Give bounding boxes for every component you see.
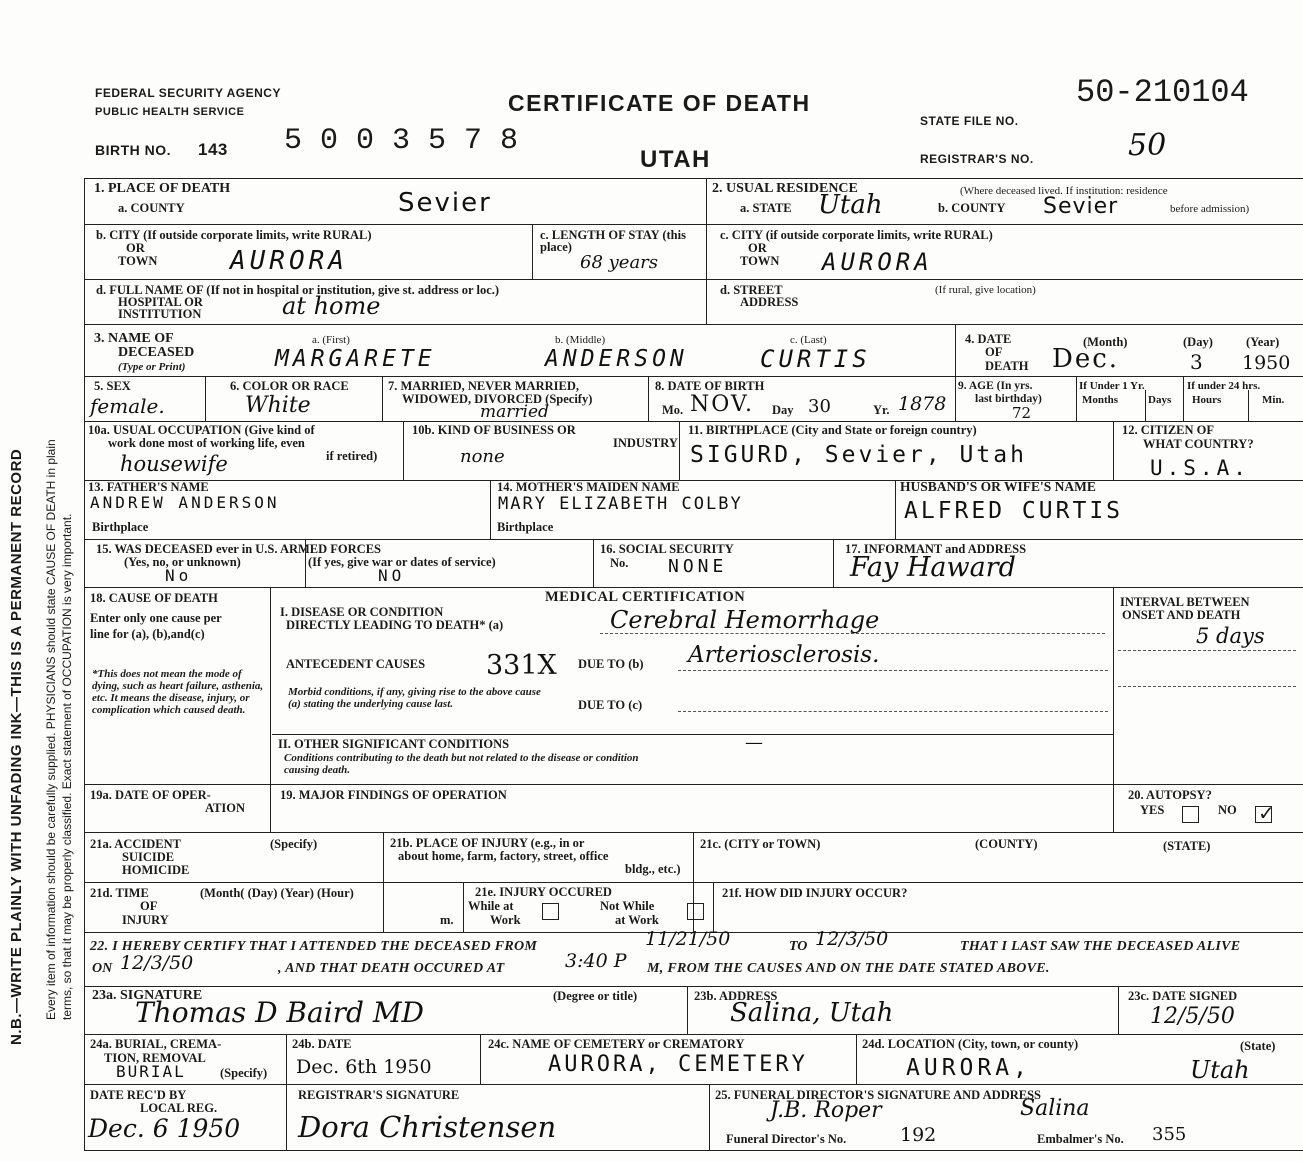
spouse-label: HUSBAND'S OR WIFE'S NAME bbox=[900, 479, 1096, 494]
embalmer-no: 355 bbox=[1152, 1124, 1187, 1145]
agency-name: FEDERAL SECURITY AGENCY bbox=[95, 86, 281, 100]
cert-line1-b: THAT I LAST SAW THE DECEASED ALIVE bbox=[960, 939, 1241, 954]
stay-label: c. LENGTH OF STAY (this place) bbox=[540, 228, 686, 254]
under-1-label: If Under 1 Yr. bbox=[1079, 380, 1145, 392]
permanent-record-note: N.B.—WRITE PLAINLY WITH UNFADING INK—THIS IS A PERMANENT RECORD bbox=[8, 448, 25, 1045]
citizen-value: U.S.A. bbox=[1150, 456, 1250, 480]
ssn-value: NONE bbox=[668, 556, 728, 577]
state-file-label: STATE FILE NO. bbox=[920, 114, 1019, 128]
funeral-director-no-label: Funeral Director's No. bbox=[726, 1132, 847, 1146]
interval-value: 5 days bbox=[1196, 624, 1265, 648]
burial-state: Utah bbox=[1190, 1056, 1250, 1084]
name-label: 3. NAME OF bbox=[94, 331, 174, 346]
marital-status: married bbox=[480, 402, 549, 422]
father-name: ANDREW ANDERSON bbox=[90, 493, 280, 512]
year-label: (Year) bbox=[1246, 335, 1280, 349]
state-file-number: 50-210104 bbox=[1076, 74, 1249, 111]
burial-date-label: 24b. DATE bbox=[292, 1037, 352, 1051]
last-name: CURTIS bbox=[760, 345, 871, 373]
autopsy-no-label: NO bbox=[1218, 803, 1237, 817]
location-state-label: (State) bbox=[1240, 1039, 1276, 1053]
cert-to-word: TO bbox=[789, 939, 808, 954]
occupation-label: 10a. USUAL OCCUPATION (Give kind of bbox=[88, 423, 315, 437]
business-label: 10b. KIND OF BUSINESS OR bbox=[412, 423, 576, 437]
middle-name: ANDERSON bbox=[545, 346, 688, 372]
disease-label: I. DISEASE OR CONDITION bbox=[280, 605, 444, 619]
ssn-label: 16. SOCIAL SECURITY bbox=[600, 542, 734, 556]
suicide-label: SUICIDE bbox=[122, 850, 175, 864]
sex-value: female. bbox=[90, 394, 165, 418]
spouse-name: ALFRED CURTIS bbox=[904, 498, 1124, 524]
death-county: Sevier bbox=[398, 188, 492, 218]
age-label2: last birthday) bbox=[975, 393, 1042, 405]
residence-note2: before admission) bbox=[1170, 203, 1250, 215]
injury-time-m: m. bbox=[440, 913, 454, 927]
armed-forces-label3: (If yes, give war or dates of service) bbox=[308, 555, 496, 569]
min-label: Min. bbox=[1262, 394, 1285, 406]
injury-place-label: 21b. PLACE OF INJURY (e.g., in or bbox=[390, 836, 585, 850]
residence-state-label: a. STATE bbox=[740, 201, 792, 215]
street-note: (If rural, give location) bbox=[935, 284, 1036, 296]
other-conditions-label: II. OTHER SIGNIFICANT CONDITIONS bbox=[278, 737, 510, 751]
hospital-label: d. FULL NAME OF (If not in hospital or institution, give st. address or loc.) bbox=[96, 283, 500, 297]
residence-city-label: c. CITY (if outside corporate limits, write RURAL) bbox=[720, 228, 993, 242]
due-b-label: DUE TO (b) bbox=[578, 657, 644, 671]
name-label2: DECEASED bbox=[118, 345, 195, 360]
months-label: Months bbox=[1082, 394, 1119, 406]
length-of-stay: 68 years bbox=[580, 252, 659, 273]
autopsy-label: 20. AUTOPSY? bbox=[1128, 788, 1212, 802]
cert-on-word: ON bbox=[92, 961, 113, 976]
state-name: UTAH bbox=[640, 146, 711, 173]
armed-forces-label2: (Yes, no, or unknown) bbox=[124, 555, 241, 569]
physician-address: Salina, Utah bbox=[730, 998, 894, 1028]
birth-number: 5 0 0 3 5 7 8 bbox=[284, 124, 519, 158]
attended-to: 12/3/50 bbox=[815, 928, 889, 950]
cert-line1-a: 22. I HEREBY CERTIFY THAT I ATTENDED THE DECEASED FROM bbox=[90, 939, 538, 954]
cert-line2-a: , AND THAT DEATH OCCURED AT bbox=[278, 961, 505, 976]
funeral-director-address: Salina bbox=[1020, 1096, 1090, 1121]
residence-or-label: OR bbox=[748, 241, 767, 255]
antecedent-code: 331X bbox=[486, 650, 557, 681]
cemetery-name: AURORA, CEMETERY bbox=[548, 1052, 808, 1077]
embalmer-no-label: Embalmer's No. bbox=[1037, 1132, 1124, 1146]
armed-forces-label: 15. WAS DECEASED ever in U.S. ARMED FORCES bbox=[96, 542, 381, 556]
cert-line2-b: M, FROM THE CAUSES AND ON THE DATE STATED ABOVE. bbox=[647, 961, 1050, 976]
check-mark-icon: ✓ bbox=[1258, 801, 1275, 825]
citizen-label: 12. CITIZEN OF bbox=[1122, 423, 1215, 437]
death-time: 3:40 P bbox=[565, 950, 627, 972]
autopsy-yes-label: YES bbox=[1140, 803, 1165, 817]
cause-explanation: *This does not mean the mode of dying, such as heart failure, asthenia, etc. It means the disease, injury, or complication which caused death. bbox=[92, 668, 264, 716]
operation-date-label2: ATION bbox=[205, 801, 246, 815]
injury-time-injury: INJURY bbox=[122, 913, 169, 927]
armed-forces-war: NO bbox=[378, 566, 406, 585]
birthplace-label: 11. BIRTHPLACE (City and State or foreign country) bbox=[688, 423, 977, 437]
first-name-label: a. (First) bbox=[312, 334, 350, 346]
injury-time-label: 21d. TIME bbox=[90, 886, 149, 900]
at-work-label: at Work bbox=[615, 913, 659, 927]
city-label: b. CITY (If outside corporate limits, write RURAL) bbox=[96, 228, 372, 242]
death-year: 1950 bbox=[1242, 352, 1291, 374]
instruction-note-line2: terms, so that it may be properly classified. Exact statement of OCCUPATION is very important. bbox=[60, 513, 74, 1020]
death-day: 3 bbox=[1190, 350, 1203, 374]
county-label: a. COUNTY bbox=[118, 201, 185, 215]
injury-occured-label: 21e. INJURY OCCURED bbox=[475, 885, 612, 899]
interval-label2: ONSET AND DEATH bbox=[1122, 608, 1241, 622]
degree-label: (Degree or title) bbox=[553, 989, 638, 1003]
burial-type: BURIAL bbox=[116, 1062, 186, 1081]
burial-date: Dec. 6th 1950 bbox=[296, 1056, 432, 1078]
attended-from: 11/21/50 bbox=[645, 928, 731, 950]
accident-label: 21a. ACCIDENT bbox=[90, 837, 181, 851]
first-name: MARGARETE bbox=[275, 346, 436, 372]
disease-label2: DIRECTLY LEADING TO DEATH* (a) bbox=[286, 618, 504, 632]
injury-time-cols: (Month( (Day) (Year) (Hour) bbox=[200, 886, 354, 900]
married-label2: WIDOWED, DIVORCED (Specify) bbox=[402, 392, 593, 406]
mother-birthplace-label: Birthplace bbox=[497, 520, 554, 534]
city-town-label: TOWN bbox=[118, 254, 158, 268]
injury-specify-label: (Specify) bbox=[270, 837, 318, 851]
birth-month: NOV. bbox=[690, 392, 754, 417]
cause-label: 18. CAUSE OF DEATH bbox=[90, 591, 218, 605]
age-value: 72 bbox=[1012, 404, 1032, 422]
occupation-value: housewife bbox=[120, 452, 228, 476]
autopsy-yes-checkbox[interactable] bbox=[1182, 806, 1199, 823]
street-label: d. STREET bbox=[720, 283, 783, 297]
not-while-label: Not While bbox=[600, 899, 655, 913]
injury-how-label: 21f. HOW DID INJURY OCCUR? bbox=[722, 886, 908, 900]
month-label: (Month) bbox=[1083, 335, 1128, 349]
birth-date-label: 8. DATE OF BIRTH bbox=[655, 379, 765, 393]
birth-year: 1878 bbox=[898, 393, 947, 415]
cause-note1: Enter only one cause per bbox=[90, 611, 222, 625]
residence-label: 2. USUAL RESIDENCE bbox=[712, 181, 858, 196]
injury-place-label2: about home, farm, factory, street, office bbox=[398, 849, 609, 863]
place-of-death-label: 1. PLACE OF DEATH bbox=[94, 181, 231, 196]
cause-b: Arteriosclerosis. bbox=[688, 642, 880, 668]
hospital-label3: INSTITUTION bbox=[118, 307, 202, 321]
hours-label: Hours bbox=[1192, 394, 1222, 406]
burial-specify: (Specify) bbox=[220, 1066, 268, 1080]
birth-no-label: BIRTH NO. bbox=[95, 142, 172, 158]
injury-state-label: (STATE) bbox=[1163, 839, 1211, 853]
residence-town-label: TOWN bbox=[740, 254, 780, 268]
occupation-label3: if retired) bbox=[326, 449, 378, 463]
residence-county-label: b. COUNTY bbox=[938, 201, 1006, 215]
informant-label: 17. INFORMANT and ADDRESS bbox=[845, 542, 1027, 556]
instruction-note-line1: Every item of information should be carefully supplied. PHYSICIANS should state CAUSE OF DEATH in plain bbox=[44, 439, 58, 1020]
date-signed: 12/5/50 bbox=[1150, 1004, 1235, 1029]
race-label: 6. COLOR OR RACE bbox=[230, 379, 349, 393]
middle-name-label: b. (Middle) bbox=[555, 334, 606, 346]
residence-note: (Where deceased lived. If institution: residence bbox=[960, 185, 1168, 197]
age-label: 9. AGE (In yrs. bbox=[958, 380, 1033, 392]
registrar-no-label: REGISTRAR'S NO. bbox=[920, 152, 1034, 166]
while-at-work-checkbox[interactable] bbox=[542, 903, 559, 920]
date-signed-label: 23c. DATE SIGNED bbox=[1128, 989, 1238, 1003]
not-at-work-checkbox[interactable] bbox=[687, 903, 704, 920]
due-c-label: DUE TO (c) bbox=[578, 698, 643, 712]
injury-city-label: 21c. (CITY or TOWN) bbox=[700, 837, 821, 851]
registrar-number: 50 bbox=[1128, 128, 1167, 163]
homicide-label: HOMICIDE bbox=[122, 863, 190, 877]
injury-place-label3: bldg., etc.) bbox=[625, 862, 681, 876]
physician-signature: Thomas D Baird MD bbox=[135, 996, 424, 1029]
residence-city: AURORA bbox=[822, 248, 933, 276]
burial-label: 24a. BURIAL, CREMA- bbox=[90, 1037, 222, 1051]
date-received-label2: LOCAL REG. bbox=[140, 1101, 218, 1115]
occupation-label2: work done most of working life, even bbox=[108, 436, 305, 450]
residence-county: Sevier bbox=[1043, 194, 1119, 219]
days-label: Days bbox=[1148, 394, 1172, 406]
informant-value: Fay Haward bbox=[850, 552, 1016, 583]
funeral-director-no: 192 bbox=[900, 1124, 937, 1146]
birthplace-value: SIGURD, Sevier, Utah bbox=[690, 442, 1027, 468]
injury-county-label: (COUNTY) bbox=[975, 837, 1038, 851]
ssn-label2: No. bbox=[610, 556, 629, 570]
last-seen-date: 12/3/50 bbox=[120, 952, 194, 974]
mother-label: 14. MOTHER'S MAIDEN NAME bbox=[497, 480, 680, 494]
armed-forces-value: No bbox=[165, 566, 193, 585]
service-name: PUBLIC HEALTH SERVICE bbox=[95, 106, 245, 118]
business-value: none bbox=[460, 446, 505, 467]
injury-time-of: OF bbox=[140, 899, 158, 913]
death-city: AURORA bbox=[230, 246, 348, 276]
funeral-director-signature: J.B. Roper bbox=[770, 1098, 882, 1123]
morbid-note: Morbid conditions, if any, giving rise to the above cause (a) stating the underlying cause last. bbox=[288, 686, 541, 710]
physician-address-label: 23b. ADDRESS bbox=[694, 989, 778, 1003]
date-received: Dec. 6 1950 bbox=[88, 1114, 241, 1143]
under-24-label: If under 24 hrs. bbox=[1187, 380, 1261, 392]
cemetery-label: 24c. NAME OF CEMETERY or CREMATORY bbox=[488, 1037, 745, 1051]
funeral-director-label: 25. FUNERAL DIRECTOR'S SIGNATURE AND ADDRESS bbox=[715, 1088, 1041, 1102]
work-label: Work bbox=[490, 913, 521, 927]
sex-label: 5. SEX bbox=[94, 379, 131, 393]
birth-day-word: Day bbox=[772, 403, 794, 417]
citizen-label2: WHAT COUNTRY? bbox=[1143, 437, 1254, 451]
death-date-label: 4. DATE bbox=[965, 332, 1012, 346]
autopsy-no-checkbox[interactable] bbox=[1255, 801, 1275, 825]
father-label: 13. FATHER'S NAME bbox=[88, 480, 209, 494]
burial-location: AURORA, bbox=[906, 1055, 1031, 1081]
birth-day: 30 bbox=[808, 396, 831, 417]
business-label2: INDUSTRY bbox=[613, 436, 678, 450]
date-received-label: DATE REC'D BY bbox=[90, 1088, 187, 1102]
race-value: White bbox=[245, 393, 311, 418]
findings-label: 19. MAJOR FINDINGS OF OPERATION bbox=[280, 788, 507, 802]
father-birthplace-label: Birthplace bbox=[92, 520, 149, 534]
mother-name: MARY ELIZABETH COLBY bbox=[498, 494, 743, 514]
other-conditions-note: Conditions contributing to the death but not related to the disease or condition causing death. bbox=[284, 752, 639, 776]
signature-label: 23a. SIGNATURE bbox=[92, 988, 203, 1003]
interval-label: INTERVAL BETWEEN bbox=[1120, 595, 1250, 609]
registrar-signature-label: REGISTRAR'S SIGNATURE bbox=[298, 1088, 460, 1102]
street-label2: ADDRESS bbox=[740, 295, 799, 309]
location-label: 24d. LOCATION (City, town, or county) bbox=[862, 1037, 1079, 1051]
cause-note2: line for (a), (b),and(c) bbox=[90, 627, 205, 641]
city-or-label: OR bbox=[126, 241, 145, 255]
death-date-of: OF bbox=[985, 345, 1003, 359]
cause-a: Cerebral Hemorrhage bbox=[610, 606, 880, 634]
death-month: Dec. bbox=[1052, 344, 1120, 374]
name-label3: (Type or Print) bbox=[118, 361, 186, 373]
registrar-signature: Dora Christensen bbox=[298, 1110, 557, 1144]
while-at-label: While at bbox=[468, 899, 514, 913]
death-date-death: DEATH bbox=[985, 359, 1029, 373]
last-name-label: c. (Last) bbox=[790, 334, 827, 346]
birth-yr-label: Yr. bbox=[873, 403, 890, 417]
other-conditions-value: — bbox=[745, 732, 763, 753]
hospital-name: at home bbox=[282, 292, 381, 320]
birth-no-prefix: 143 bbox=[198, 140, 228, 159]
medical-heading: MEDICAL CERTIFICATION bbox=[545, 589, 746, 605]
hospital-label2: HOSPITAL OR bbox=[118, 295, 203, 309]
day-label: (Day) bbox=[1183, 335, 1213, 349]
residence-state: Utah bbox=[818, 190, 883, 220]
antecedent-label: ANTECEDENT CAUSES bbox=[286, 657, 426, 671]
married-label: 7. MARRIED, NEVER MARRIED, bbox=[388, 379, 579, 393]
burial-label2: TION, REMOVAL bbox=[104, 1051, 206, 1065]
operation-date-label: 19a. DATE OF OPER- bbox=[90, 788, 211, 802]
birth-mo-label: Mo. bbox=[662, 403, 684, 417]
certificate-title: CERTIFICATE OF DEATH bbox=[508, 90, 811, 116]
